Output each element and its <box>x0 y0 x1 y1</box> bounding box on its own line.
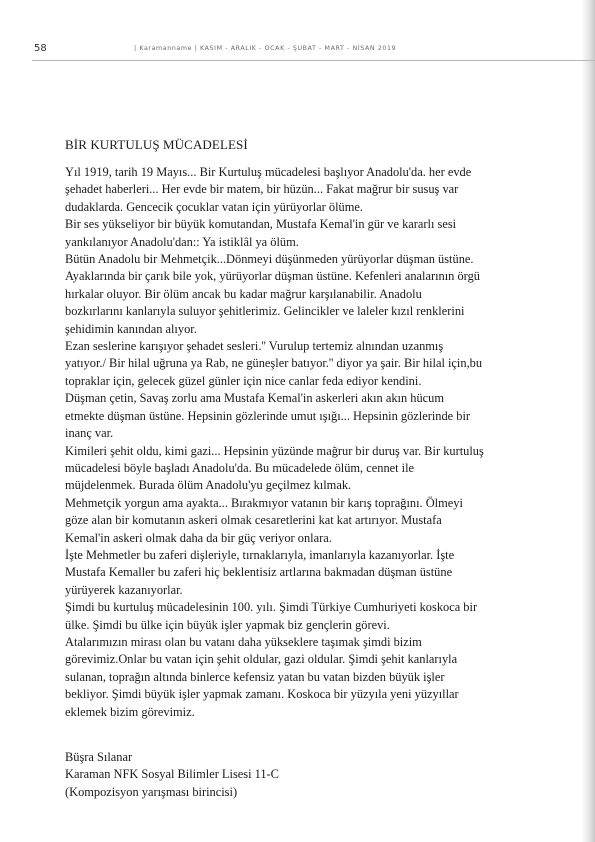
body-line: yatıyor./ Bir hilal uğruna ya Rab, ne güneşler batıyor.'' diyor ya şair. Bir hilal için,bu <box>65 356 483 371</box>
body-line: topraklar için, gelecek güzel günler için nice canlar feda ediyor kendini. <box>65 373 422 388</box>
header-rule <box>32 60 595 61</box>
body-line: Ayaklarında bir çarık bile yok, yürüyorlar düşman üstüne. Kefenleri analarının örgü <box>65 269 480 284</box>
body-line: Yıl 1919, tarih 19 Mayıs... Bir Kurtuluş mücadelesi başlıyor Anadolu'da. her evde <box>65 165 472 179</box>
body-line: yürüyerek kazanıyorlar. <box>65 582 183 597</box>
body-line: hırkalar oluyor. Bir ölüm ancak bu kadar mağrur karşılanabilir. Anadolu <box>65 286 422 301</box>
page-edge-shadow <box>581 0 595 842</box>
body-line: Atalarımızın mirası olan bu vatanı daha yükseklere taşımak şimdi bizim <box>65 634 422 649</box>
page-header <box>34 43 594 57</box>
body-line: müjdelenmek. Burada ölüm Anadolu'yu geçilmez kılmak. <box>65 478 352 493</box>
body-line: bekliyor. Şimdi büyük işler yapmak zamanı. Koskoca bir yüzyıla yeni yüzyıllar <box>65 687 459 702</box>
body-line: Ezan seslerine karışıyor şehadet sesleri.'' Vurulup tertemiz alnından uzanmış <box>65 339 444 354</box>
body-line: Düşman çetin, Savaş zorlu ama Mustafa Kemal'in askerleri akın akın hücum <box>65 391 444 406</box>
body-line: Bir ses yükseliyor bir büyük komutandan, Mustafa Kemal'in gür ve kararlı sesi <box>65 217 457 232</box>
body-line: Kimileri şehit oldu, kimi gazi... Hepsinin yüzünde mağrur bir duruş var. Bir kurtuluş <box>65 443 484 458</box>
body-line: bozkırlarını kanlarıyla suluyor şehitlerimiz. Gelincikler ve laleler kızıl renklerini <box>65 304 465 319</box>
article-title: BİR KURTULUŞ MÜCADELESİ <box>65 137 248 152</box>
body-line: İşte Mehmetler bu zaferi dişleriyle, tırnaklarıyla, imanlarıyla kazanıyorlar. İşte <box>65 547 455 562</box>
author-school: Karaman NFK Sosyal Bilimler Lisesi 11-C <box>65 767 279 782</box>
body-line: dudaklarda. Gencecik çocuklar vatan için yürüyorlar ölüme. <box>65 199 363 214</box>
body-line: Şimdi bu kurtuluş mücadelesinin 100. yılı. Şimdi Türkiye Cumhuriyeti koskoca bir <box>65 600 478 615</box>
body-line: eklemek bizim görevimiz. <box>65 704 195 719</box>
body-line: göze alan bir komutanın askeri olmak cesaretlerini kat kat artırıyor. Mustafa <box>65 513 442 528</box>
body-line: mücadelesi böyle başladı Anadolu'da. Bu mücadelede ölüm, cennet ile <box>65 460 415 475</box>
body-line: yankılanıyor Anadolu'dan:: Ya istiklâl ya ölüm. <box>65 234 299 249</box>
body-line: şehidimin kanından alıyor. <box>65 321 197 336</box>
article-body <box>65 164 543 721</box>
author-note: (Kompozisyon yarışması birincisi) <box>65 784 238 799</box>
running-head: | Karamanname | KASIM - ARALIK - OCAK - ŞUBAT - MART - NİSAN 2019 <box>134 45 397 52</box>
body-line: görevimiz.Onlar bu vatan için şehit oldular, gazi oldular. Şimdi şehit kanlarıyla <box>65 652 458 667</box>
body-line: etmekte düşman üstüne. Hepsinin gözlerinde umut ışığı... Hepsinin gözlerinde bir <box>65 408 471 423</box>
body-line: Bütün Anadolu bir Mehmetçik...Dönmeyi düşünmeden yürüyorlar düşman üstüne. <box>65 252 474 267</box>
body-line: sulanan, toprağın altında binlerce kefensiz yatan bu vatan bizden büyük işler <box>65 669 445 684</box>
body-line: Mustafa Kemaller bu zaferi hiç beklentisiz artlarına bakmadan düşman üstüne <box>65 565 453 580</box>
author-name: Büşra Sılanar <box>65 750 133 764</box>
body-line: Kemal'in askeri olmak daha da bir güç veriyor onlara. <box>65 530 332 545</box>
body-line: Mehmetçik yorgun ama ayakta... Bırakmıyor vatanın bir karış toprağını. Ölmeyi <box>65 495 463 510</box>
signature-block <box>65 749 279 801</box>
page-number: 58 <box>34 43 47 54</box>
body-line: ülke. Şimdi bu ülke için büyük işler yapmak biz gençlerin görevi. <box>65 617 390 632</box>
body-line: inanç var. <box>65 426 114 441</box>
body-line: şehadet haberleri... Her evde bir matem, bir hüzün... Fakat mağrur bir susuş var <box>65 182 459 197</box>
